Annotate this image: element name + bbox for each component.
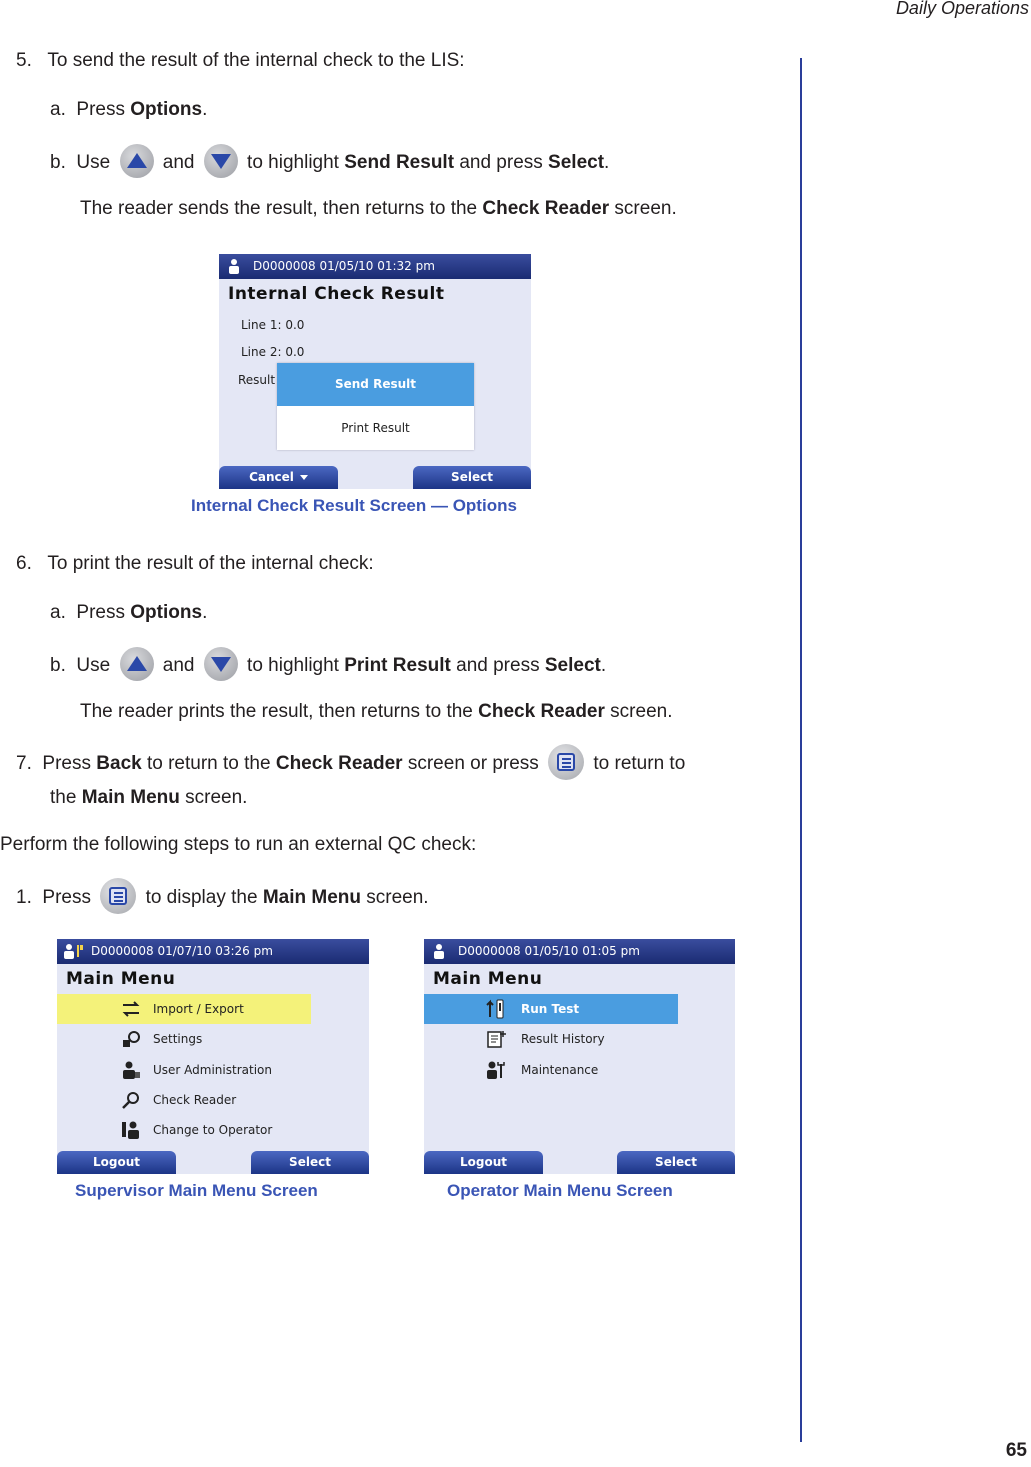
step-text: screen.	[179, 787, 248, 808]
menu-item-label: Result History	[521, 1032, 605, 1046]
step5-heading	[16, 48, 465, 74]
option-print-result[interactable]: Print Result	[341, 421, 410, 435]
substep-text: Use	[76, 655, 111, 677]
down-arrow-icon	[204, 647, 238, 681]
result-history-icon	[486, 1029, 506, 1049]
up-arrow-icon	[120, 144, 154, 178]
menu-item-import-export[interactable]	[57, 994, 311, 1024]
select-button[interactable]: Select	[617, 1151, 735, 1174]
down-arrow-icon	[204, 144, 238, 178]
punct: .	[202, 602, 208, 623]
menu-item-maintenance[interactable]	[424, 1055, 678, 1085]
margin-rule	[800, 58, 802, 1442]
menu-item-change-to-operator[interactable]	[57, 1115, 311, 1145]
main-menu-ref: Main Menu	[262, 887, 361, 909]
page-number: 65	[1005, 1440, 1027, 1461]
cancel-button[interactable]	[219, 466, 338, 489]
step5-b	[50, 146, 609, 180]
step-text: to return to the	[141, 753, 276, 775]
punct: .	[604, 152, 610, 174]
menu-item-user-administration[interactable]	[57, 1055, 311, 1085]
step5-a	[50, 97, 207, 123]
up-arrow-icon	[120, 647, 154, 681]
step6-heading	[16, 551, 374, 577]
options-popup	[277, 363, 474, 450]
menu-key-icon	[548, 744, 584, 780]
step6-result	[80, 699, 672, 725]
external-qc-intro: Perform the following steps to run an external QC check:	[0, 834, 477, 855]
step-text: to return to	[593, 753, 686, 775]
result-text: The reader prints the result, then returns to the	[80, 701, 479, 722]
settings-icon	[121, 1029, 141, 1049]
menu-item-label: Run Test	[521, 1002, 580, 1016]
screen-title: Main Menu	[66, 969, 176, 989]
menu-item-result-history[interactable]	[424, 1024, 678, 1054]
menu-item-label: Maintenance	[521, 1063, 599, 1077]
status-bar	[219, 254, 531, 279]
status-bar	[57, 939, 369, 964]
supervisor-main-menu-screen	[57, 939, 369, 1174]
step-number: 1.	[16, 887, 32, 909]
step6-b	[50, 649, 606, 683]
figure-caption: Operator Main Menu Screen	[447, 1181, 673, 1200]
substep-text: and press	[450, 655, 545, 677]
step-number: 7.	[16, 753, 32, 775]
step7-line1	[16, 746, 685, 782]
step-text: To print the result of the internal check:	[47, 553, 374, 574]
punct: .	[202, 99, 208, 120]
result-text: screen.	[604, 701, 673, 722]
substep-label: b.	[50, 152, 66, 174]
chevron-down-icon	[300, 475, 308, 480]
select-button[interactable]: Select	[413, 466, 531, 489]
menu-key-icon	[100, 878, 136, 914]
check-reader-ref: Check Reader	[482, 198, 610, 219]
step-text: screen.	[360, 887, 429, 909]
screen-title: Main Menu	[433, 969, 543, 989]
menu-item-label: Change to Operator	[153, 1123, 273, 1137]
status-bar	[424, 939, 735, 964]
step7-line2	[50, 785, 247, 811]
select-ref: Select	[548, 152, 605, 174]
magnifier-icon	[121, 1090, 141, 1110]
substep-label: a.	[50, 99, 66, 120]
step-text: Press	[42, 887, 91, 909]
punct: .	[600, 655, 607, 677]
menu-item-label: Check Reader	[153, 1093, 237, 1107]
user-admin-icon	[121, 1060, 141, 1080]
cancel-label: Cancel	[249, 470, 294, 484]
result-text: screen.	[609, 198, 677, 219]
option-send-result[interactable]: Send Result	[277, 363, 474, 406]
figure-caption: Internal Check Result Screen — Options	[191, 496, 517, 515]
menu-item-label: Settings	[153, 1032, 203, 1046]
logout-button[interactable]: Logout	[57, 1151, 176, 1174]
substep-text: and	[162, 152, 195, 174]
step-text: the	[50, 787, 82, 808]
main-menu-ref: Main Menu	[81, 787, 180, 808]
step-text: Press	[42, 753, 97, 775]
substep-label: a.	[50, 602, 66, 623]
select-button[interactable]: Select	[251, 1151, 369, 1174]
print-result-ref: Print Result	[344, 655, 451, 677]
user-icon	[430, 943, 448, 960]
maintenance-icon	[486, 1060, 506, 1080]
substep-text: Use	[76, 152, 111, 174]
user-icon	[225, 258, 243, 275]
check-reader-ref: Check Reader	[478, 701, 605, 722]
options-key-ref: Options	[130, 602, 203, 623]
step-number: 5.	[16, 50, 32, 71]
result-text: The reader sends the result, then returns to the	[80, 198, 483, 219]
menu-item-label: User Administration	[153, 1063, 272, 1077]
menu-item-settings[interactable]	[57, 1024, 311, 1054]
menu-item-run-test[interactable]	[424, 994, 678, 1024]
substep-label: b.	[50, 655, 66, 677]
options-key-ref: Options	[130, 99, 203, 120]
substep-text: to highlight	[247, 152, 345, 174]
step-number: 6.	[16, 553, 32, 574]
operator-main-menu-screen	[424, 939, 735, 1174]
menu-item-label: Import / Export	[153, 1002, 244, 1016]
substep-text: Press	[76, 99, 131, 120]
step-text: To send the result of the internal check to the LIS:	[47, 50, 465, 71]
import-export-icon	[121, 999, 141, 1019]
send-result-ref: Send Result	[344, 152, 455, 174]
select-ref: Select	[544, 655, 601, 677]
ext-step1	[16, 880, 429, 916]
step-text: screen or press	[402, 753, 539, 775]
substep-text: Press	[76, 602, 131, 623]
status-text: D0000008 01/07/10 03:26 pm	[91, 944, 273, 958]
step5-result	[80, 196, 677, 222]
check-reader-ref: Check Reader	[275, 753, 403, 775]
change-operator-icon	[121, 1120, 141, 1140]
status-text: D0000008 01/05/10 01:32 pm	[253, 259, 435, 273]
line1-value: Line 1: 0.0	[241, 318, 305, 332]
status-text: D0000008 01/05/10 01:05 pm	[458, 944, 640, 958]
screen-title: Internal Check Result	[228, 284, 445, 304]
section-title: Daily Operations	[895, 0, 1029, 18]
substep-text: and press	[454, 152, 549, 174]
menu-item-check-reader[interactable]	[57, 1085, 311, 1115]
supervisor-user-icon	[63, 943, 85, 960]
result-label: Result	[238, 373, 276, 387]
substep-text: to highlight	[247, 655, 345, 677]
step6-a	[50, 600, 207, 626]
back-key-ref: Back	[96, 753, 142, 775]
substep-text: and	[162, 655, 195, 677]
step-text: to display the	[145, 887, 263, 909]
run-test-icon	[486, 999, 506, 1019]
figure-caption: Supervisor Main Menu Screen	[75, 1181, 318, 1200]
internal-check-result-screen	[219, 254, 531, 489]
line2-value: Line 2: 0.0	[241, 345, 305, 359]
logout-button[interactable]: Logout	[424, 1151, 543, 1174]
